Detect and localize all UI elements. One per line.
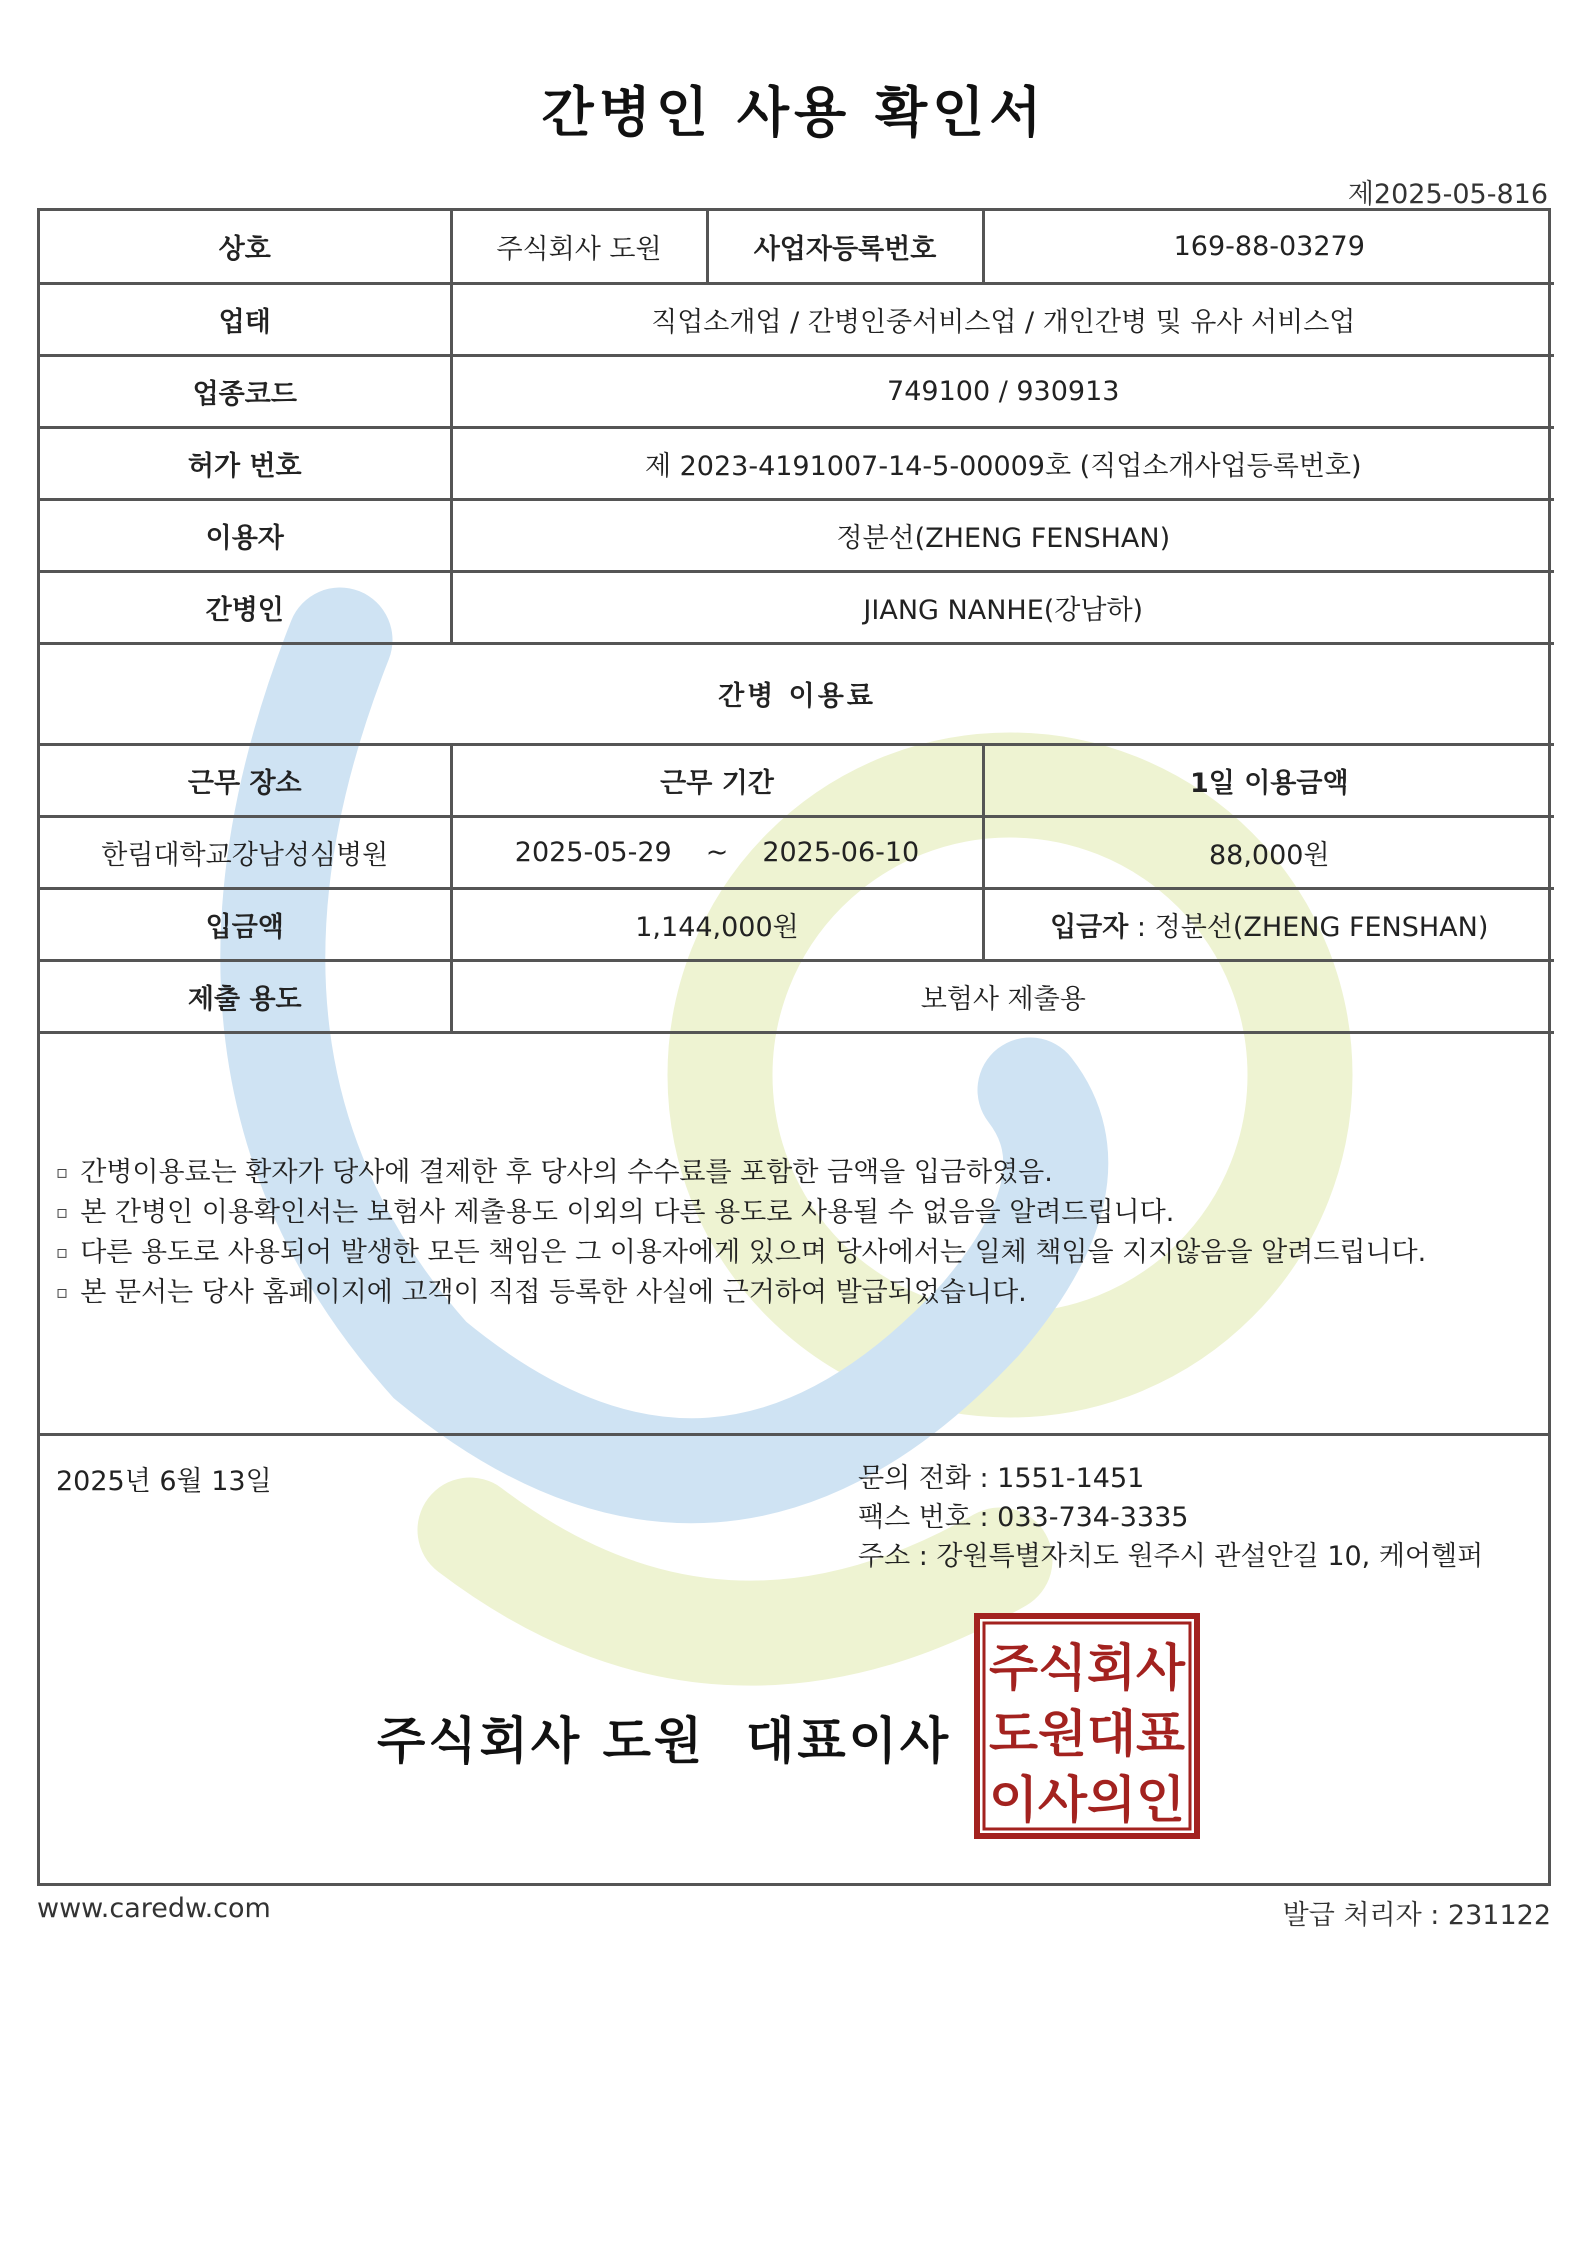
industry-code-row xyxy=(40,355,1554,427)
note-item xyxy=(56,1273,1534,1313)
seal-line-1: 주식회사 xyxy=(989,1639,1186,1697)
section-divider xyxy=(40,1433,1548,1436)
address-line: 주소 : 강원특별자치도 원주시 관설안길 10, 케어헬퍼 xyxy=(858,1541,1484,1572)
deposit-value: 1,144,000원 xyxy=(451,888,983,960)
seal-icon xyxy=(980,1619,1194,1833)
fee-section-title: 간병 이용료 xyxy=(40,643,1554,744)
purpose-label: 제출 용도 xyxy=(40,960,451,1032)
industry-code-value: 749100 / 930913 xyxy=(451,355,1554,427)
document-frame xyxy=(37,208,1551,1886)
caregiver-value: JIANG NANHE(강남하) xyxy=(451,571,1554,643)
company-value: 주식회사 도원 xyxy=(451,211,707,283)
issuer-info: 발급 처리자 : 231122 xyxy=(1282,1900,1551,1931)
license-row xyxy=(40,427,1554,499)
daily-fee-label: 1일 이용금액 xyxy=(983,744,1554,816)
info-table xyxy=(40,211,1554,1034)
user-row xyxy=(40,499,1554,571)
bullet-icon: ▫ xyxy=(56,1282,69,1303)
fee-section-row xyxy=(40,643,1554,744)
bullet-icon: ▫ xyxy=(56,1242,69,1263)
document-title: 간병인 사용 확인서 xyxy=(541,81,1047,144)
license-value: 제 2023-4191007-14-5-00009호 (직업소개사업등록번호) xyxy=(451,427,1554,499)
caregiver-label: 간병인 xyxy=(40,571,451,643)
seal-line-2: 도원대표 xyxy=(989,1705,1186,1763)
place-label: 근무 장소 xyxy=(40,744,451,816)
daily-fee-value: 88,000원 xyxy=(983,816,1554,888)
period-label: 근무 기간 xyxy=(451,744,983,816)
contact-info xyxy=(858,1459,1483,1576)
deposit-row xyxy=(40,888,1554,960)
company-row xyxy=(40,211,1554,283)
bullet-icon: ▫ xyxy=(56,1162,69,1183)
purpose-value: 보험사 제출용 xyxy=(451,960,1554,1032)
note-text: 다른 용도로 사용되어 발생한 모든 책임은 그 이용자에게 있으며 당사에서는 일체 책임을 지지않음을 알려드립니다. xyxy=(80,1237,1427,1268)
company-label: 상호 xyxy=(40,211,451,283)
place-value: 한림대학교강남성심병원 xyxy=(40,816,451,888)
fee-value-row xyxy=(40,816,1554,888)
business-type-row xyxy=(40,283,1554,355)
bullet-icon: ▫ xyxy=(56,1202,69,1223)
note-text: 간병이용료는 환자가 당사에 결제한 후 당사의 수수료를 포함한 금액을 입금하였음. xyxy=(80,1157,1053,1188)
seal-line-3: 이사의인 xyxy=(989,1771,1185,1829)
industry-code-label: 업종코드 xyxy=(40,355,451,427)
user-label: 이용자 xyxy=(40,499,451,571)
deposit-label: 입금액 xyxy=(40,888,451,960)
business-type-label: 업태 xyxy=(40,283,451,355)
company-signature: 주식회사 도원 대표이사 xyxy=(377,1712,952,1770)
document-number: 제2025-05-816 xyxy=(1347,179,1548,210)
notes-list xyxy=(56,1153,1534,1313)
caregiver-row xyxy=(40,571,1554,643)
phone-line: 문의 전화 : 1551-1451 xyxy=(858,1463,1145,1494)
depositor-value: 정분선(ZHENG FENSHAN) xyxy=(1154,911,1489,943)
note-text: 본 문서는 당사 홈페이지에 고객이 직접 등록한 사실에 근거하여 발급되었습니다. xyxy=(80,1277,1027,1308)
website-link[interactable]: www.caredw.com xyxy=(37,1893,271,1924)
business-type-value: 직업소개업 / 간병인중서비스업 / 개인간병 및 유사 서비스업 xyxy=(451,283,1554,355)
period-end: 2025-06-10 xyxy=(762,836,920,868)
issue-date: 2025년 6월 13일 xyxy=(56,1466,272,1497)
note-item xyxy=(56,1193,1534,1233)
note-item xyxy=(56,1233,1534,1273)
note-text: 본 간병인 이용확인서는 보험사 제출용도 이외의 다른 용도로 사용될 수 없음을 알려드립니다. xyxy=(80,1197,1175,1228)
company-seal-stamp xyxy=(974,1613,1200,1839)
bizno-value: 169-88-03279 xyxy=(983,211,1554,283)
depositor-separator: : xyxy=(1128,911,1155,943)
fax-line: 팩스 번호 : 033-734-3335 xyxy=(858,1502,1189,1533)
user-value: 정분선(ZHENG FENSHAN) xyxy=(451,499,1554,571)
bizno-label: 사업자등록번호 xyxy=(707,211,983,283)
note-item xyxy=(56,1153,1534,1193)
depositor-label: 입금자 xyxy=(1050,911,1129,943)
fee-header-row xyxy=(40,744,1554,816)
purpose-row xyxy=(40,960,1554,1032)
period-value xyxy=(451,816,983,888)
period-separator: ~ xyxy=(705,836,729,868)
depositor-cell xyxy=(983,888,1554,960)
license-label: 허가 번호 xyxy=(40,427,451,499)
period-start: 2025-05-29 xyxy=(514,836,672,868)
